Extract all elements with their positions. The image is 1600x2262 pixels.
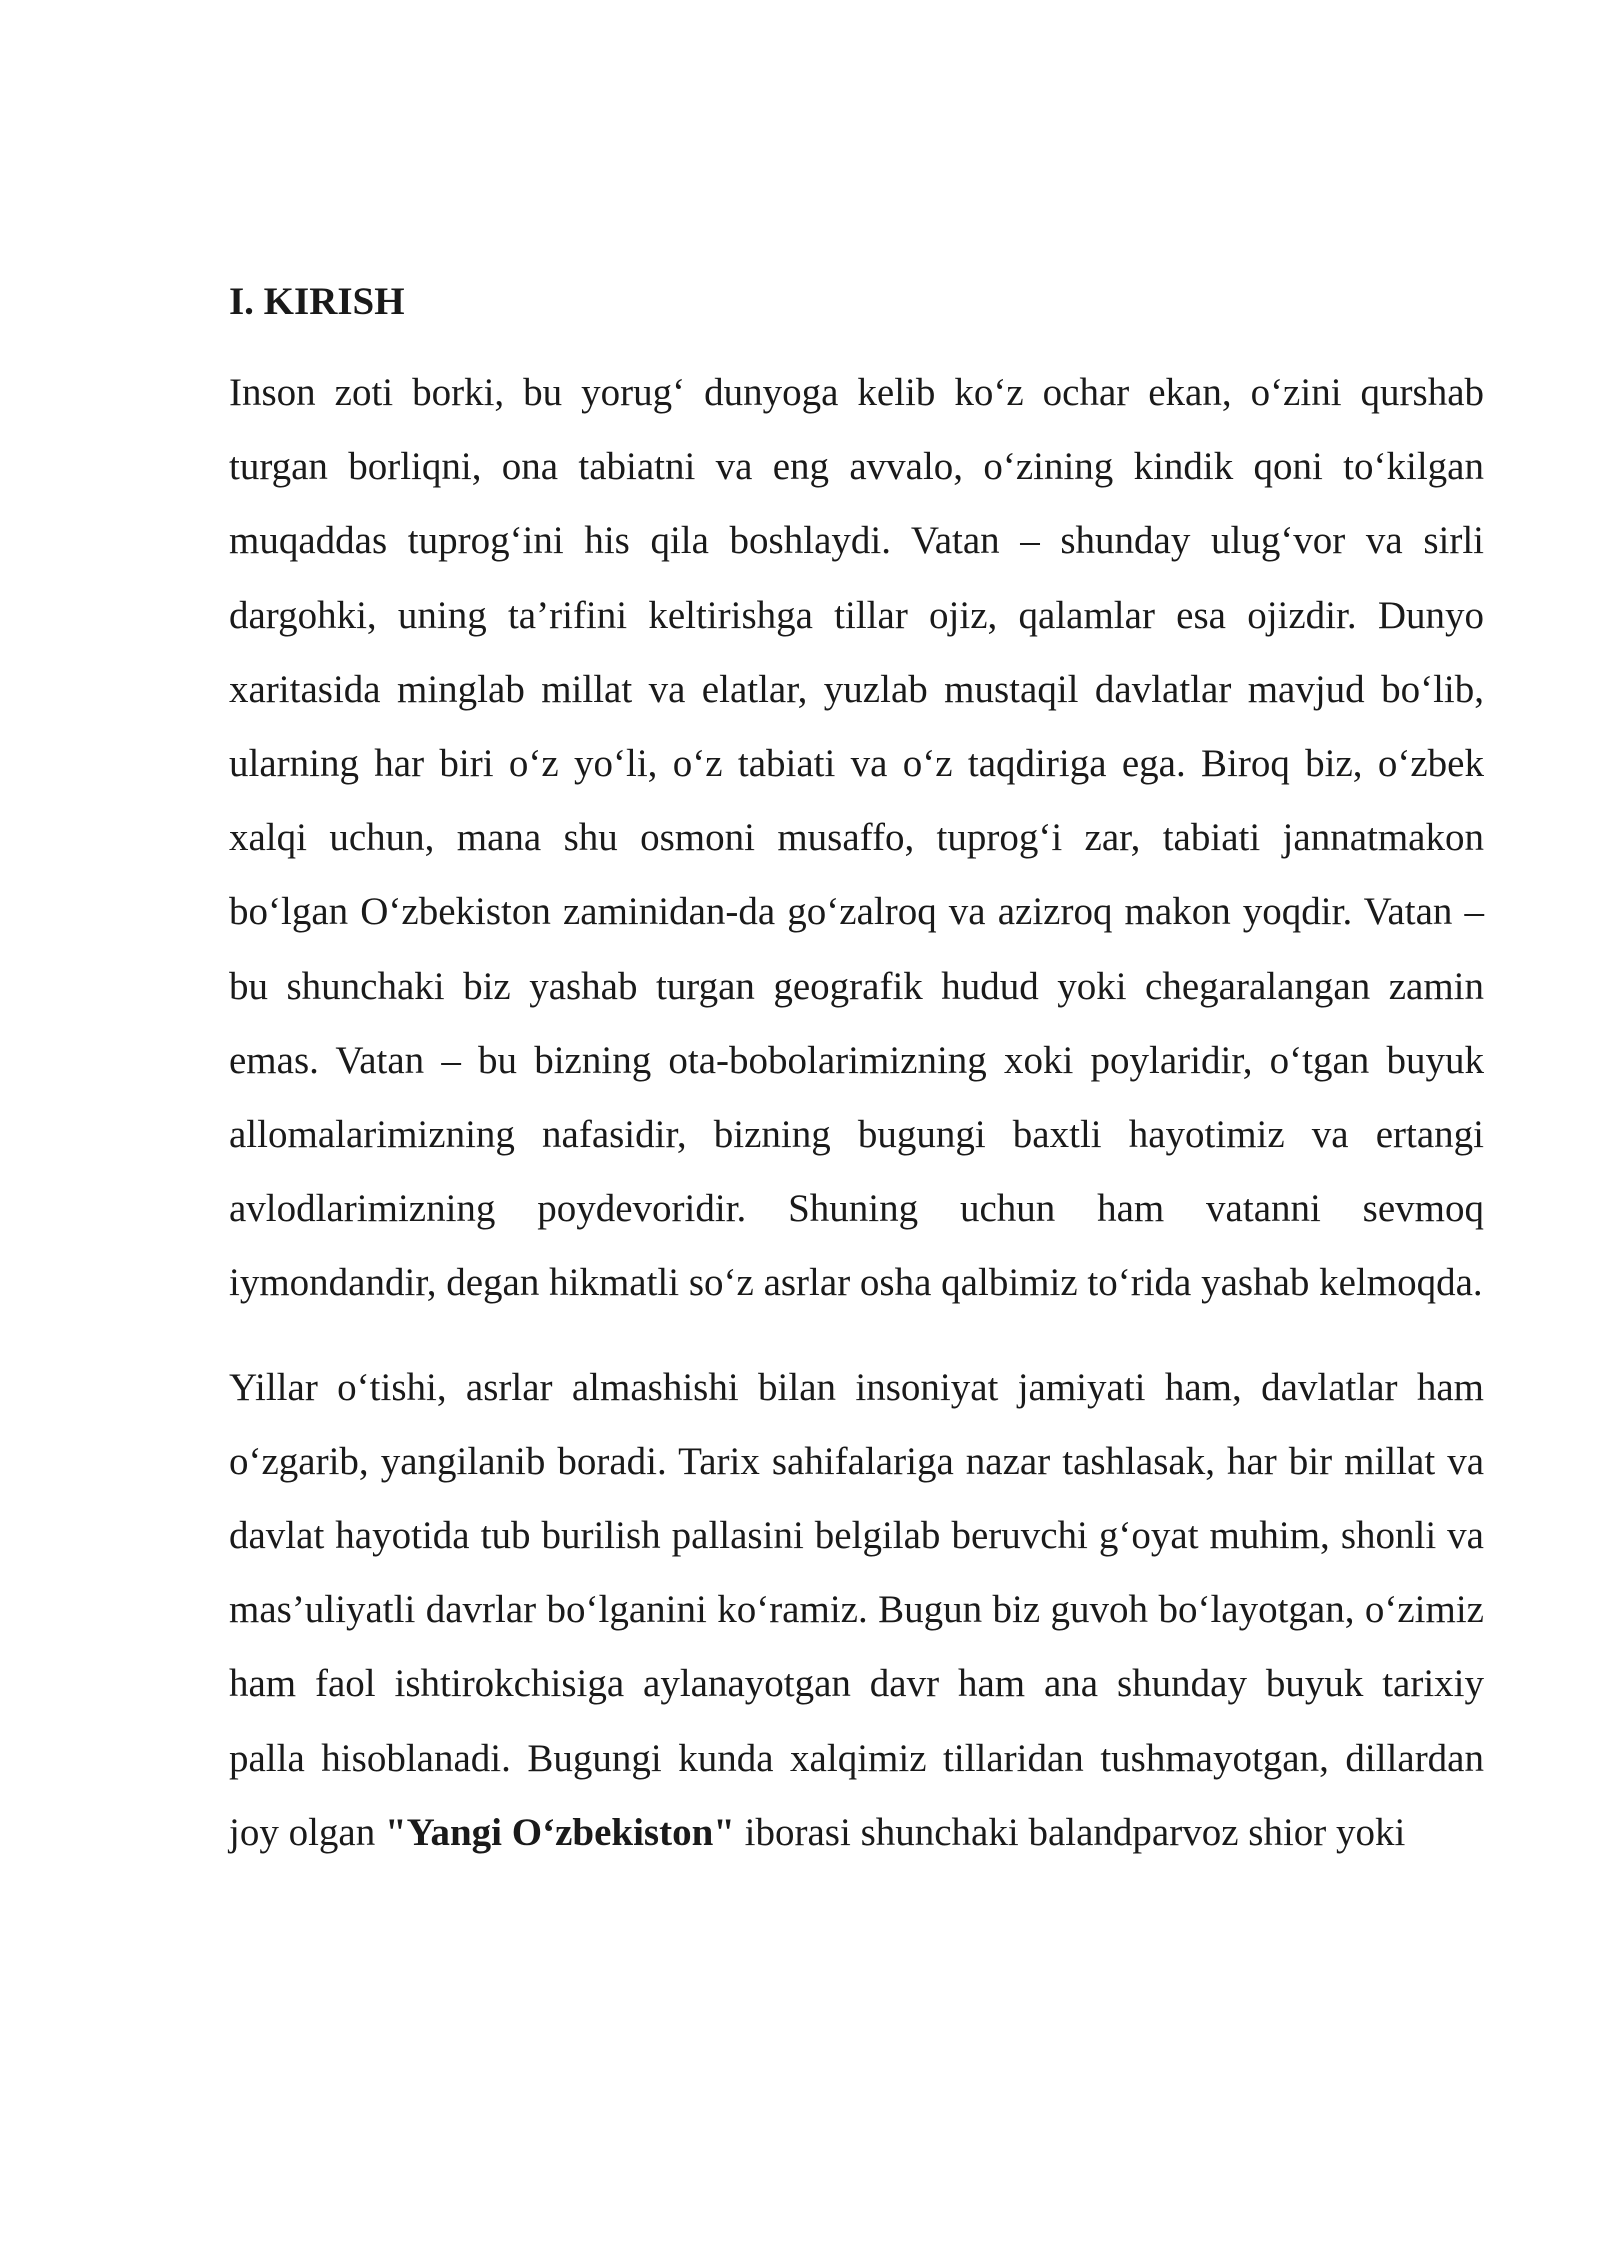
section-heading: I. KIRISH	[229, 280, 405, 323]
paragraph-2-end: iborasi shunchaki balandparvoz shior yoki	[744, 1810, 1406, 1854]
bold-phrase: "Yangi O‘zbekiston"	[384, 1810, 735, 1854]
paragraph-1: Inson zoti borki, bu yorug‘ dunyoga kelib ko‘z ochar ekan, o‘zini qurshab turgan borliqni, ona tabiatni va eng avvalo, o‘zining kindik qoni to‘kilgan muqaddas tuprog‘ini his qila boshlaydi. Vatan – shunday ulug‘vor va sirli dargohki, uning ta’rifini keltirishga tillar ojiz, qalamlar esa ojizdir. Dunyo xaritasida minglab millat va elatlar, yuzlab mustaqil davlatlar mavjud bo‘lib, ularning har biri o‘z yo‘li, o‘z tabiati va o‘z taqdiriga ega. Biroq biz, o‘zbek xalqi uchun, mana shu osmoni musaffo, tuprog‘i zar, tabiati jannatmakon bo‘lgan O‘zbekiston zaminidan-da go‘zalroq va azizroq makon yoqdir. Vatan – bu shunchaki biz yashab turgan geografik hudud yoki chegaralangan zamin emas. Vatan – bu bizning ota-bobolarimizning xoki poylaridir, o‘tgan buyuk allomalarimizning nafasidir, bizning bugungi baxtli hayotimiz va ertangi avlodlarimizning poydevoridir. Shuning uchun ham vatanni sevmoq iymondandir, degan hikmatli so‘z asrlar osha qalbimiz to‘rida yashab kelmoqda.	[229, 371, 1484, 1305]
paragraph-2-start: Yillar o‘tishi, asrlar almashishi bilan insoniyat jamiyati ham, davlatlar ham o‘zgarib, yangilanib boradi. Tarix sahifalariga nazar tashlasak, har bir millat va davlat hayotida tub burilish pallasini belgilab beruvchi g‘oyat muhim, shonli va mas’uliyatli davrlar bo‘lganini ko‘ramiz. Bugun biz guvoh bo‘layotgan, o‘zimiz ham faol ishtirokchisiga aylanayotgan davr ham ana shunday buyuk tarixiy palla hisoblanadi. Bugungi kunda xalqimiz tillaridan tushmayotgan, dillardan joy olgan	[229, 1365, 1484, 1854]
paragraph-2	[229, 1351, 1484, 1870]
document-body	[229, 268, 1484, 1900]
